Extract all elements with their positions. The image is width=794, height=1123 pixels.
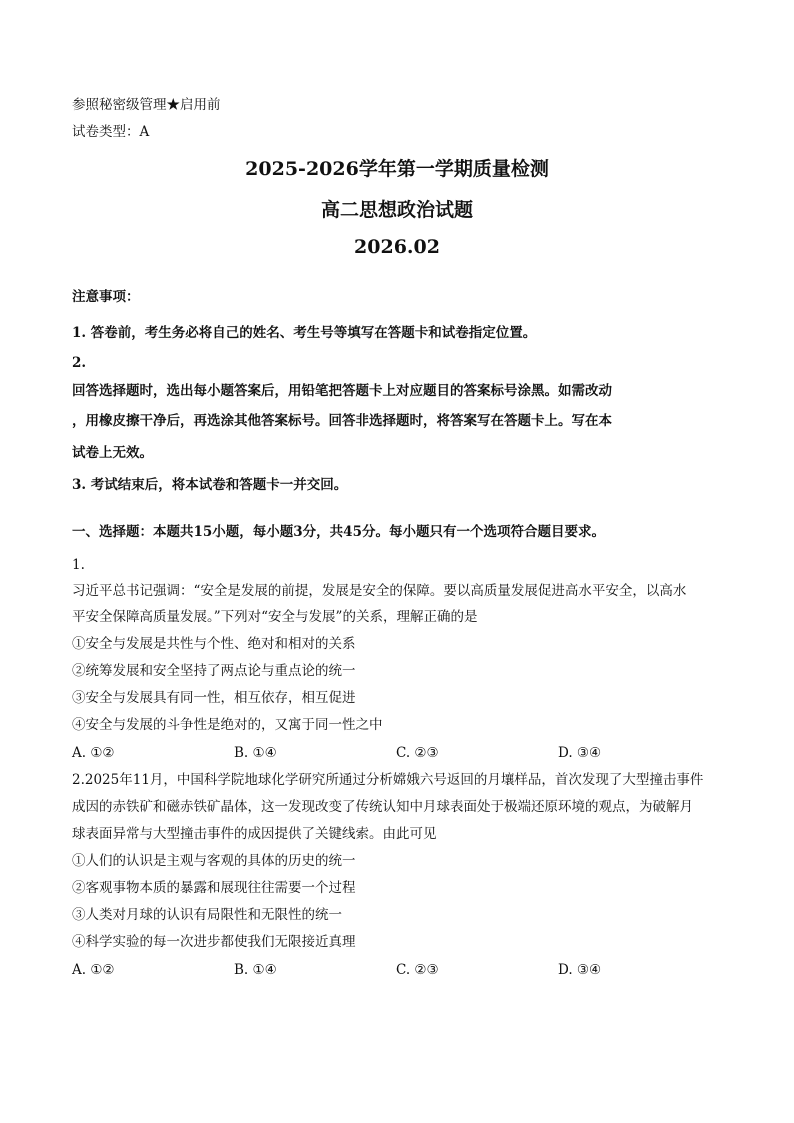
q2-statement-4: ④科学实验的每一次进步都使我们无限接近真理: [72, 934, 356, 950]
q2-statement-3: ③人类对月球的认识有局限性和无限性的统一: [72, 907, 342, 923]
paper-type-label: 试卷类型：A: [72, 124, 150, 140]
section-heading: 一、选择题：本题共15小题，每小题3分，共45分。每小题只有一个选项符合题目要求。: [72, 524, 605, 540]
q2-option-d: D. ③④: [558, 962, 602, 978]
q1-stem-line-1: 习近平总书记强调：“安全是发展的前提，发展是安全的保障。要以高质量发展促进高水平安全，以高水: [72, 583, 687, 599]
q1-statement-2: ②统筹发展和安全坚持了两点论与重点论的统一: [72, 663, 356, 679]
q1-option-d: D. ③④: [558, 745, 602, 761]
exam-title-subject: 高二思想政治试题: [320, 199, 473, 221]
q1-number: 1.: [72, 557, 85, 573]
q1-statement-3: ③安全与发展具有同一性，相互依存，相互促进: [72, 690, 356, 706]
q2-stem-line-1: 2.2025年11月，中国科学院地球化学研究所通过分析嫦娥六号返回的月壤样品，首次发现了大型撞击事件: [72, 772, 704, 788]
notes-item-2-number: 2.: [72, 355, 87, 371]
notes-item-2-line-1: 回答选择题时，选出每小题答案后，用铅笔把答题卡上对应题目的答案标号涂黑。如需改动: [72, 383, 612, 399]
notes-item-2-line-2: ，用橡皮擦干净后，再选涂其他答案标号。回答非选择题时，将答案写在答题卡上。写在本: [72, 413, 612, 429]
q1-option-b: B. ①④: [234, 745, 277, 761]
q1-stem-line-2: 平安全保障高质量发展。”下列对“安全与发展”的关系，理解正确的是: [72, 609, 478, 625]
q2-stem-line-3: 球表面异常与大型撞击事件的成因提供了关键线索。由此可见: [72, 826, 437, 842]
q1-option-c: C. ②③: [396, 745, 439, 761]
secret-level-label: 参照秘密级管理★启用前: [72, 97, 221, 113]
q2-option-a: A. ①②: [72, 962, 115, 978]
q2-option-c: C. ②③: [396, 962, 439, 978]
q1-option-a: A. ①②: [72, 745, 115, 761]
q2-statement-2: ②客观事物本质的暴露和展现往往需要一个过程: [72, 880, 356, 896]
q1-statement-1: ①安全与发展是共性与个性、绝对和相对的关系: [72, 636, 356, 652]
q2-stem-line-2: 成因的赤铁矿和磁赤铁矿晶体，这一发现改变了传统认知中月球表面处于极端还原环境的观点，为破解月: [72, 799, 693, 815]
notes-item-1: 1. 答卷前，考生务必将自己的姓名、考生号等填写在答题卡和试卷指定位置。: [72, 325, 537, 341]
q1-statement-4: ④安全与发展的斗争性是绝对的，又寓于同一性之中: [72, 717, 383, 733]
notes-heading: 注意事项：: [72, 289, 140, 305]
q2-option-b: B. ①④: [234, 962, 277, 978]
notes-item-2-line-3: 试卷上无效。: [72, 445, 153, 461]
q2-statement-1: ①人们的认识是主观与客观的具体的历史的统一: [72, 853, 356, 869]
notes-item-3: 3. 考试结束后，将本试卷和答题卡一并交回。: [72, 477, 348, 493]
exam-title-year: 2025-2026学年第一学期质量检测: [245, 158, 549, 180]
exam-date: 2026.02: [354, 236, 440, 258]
